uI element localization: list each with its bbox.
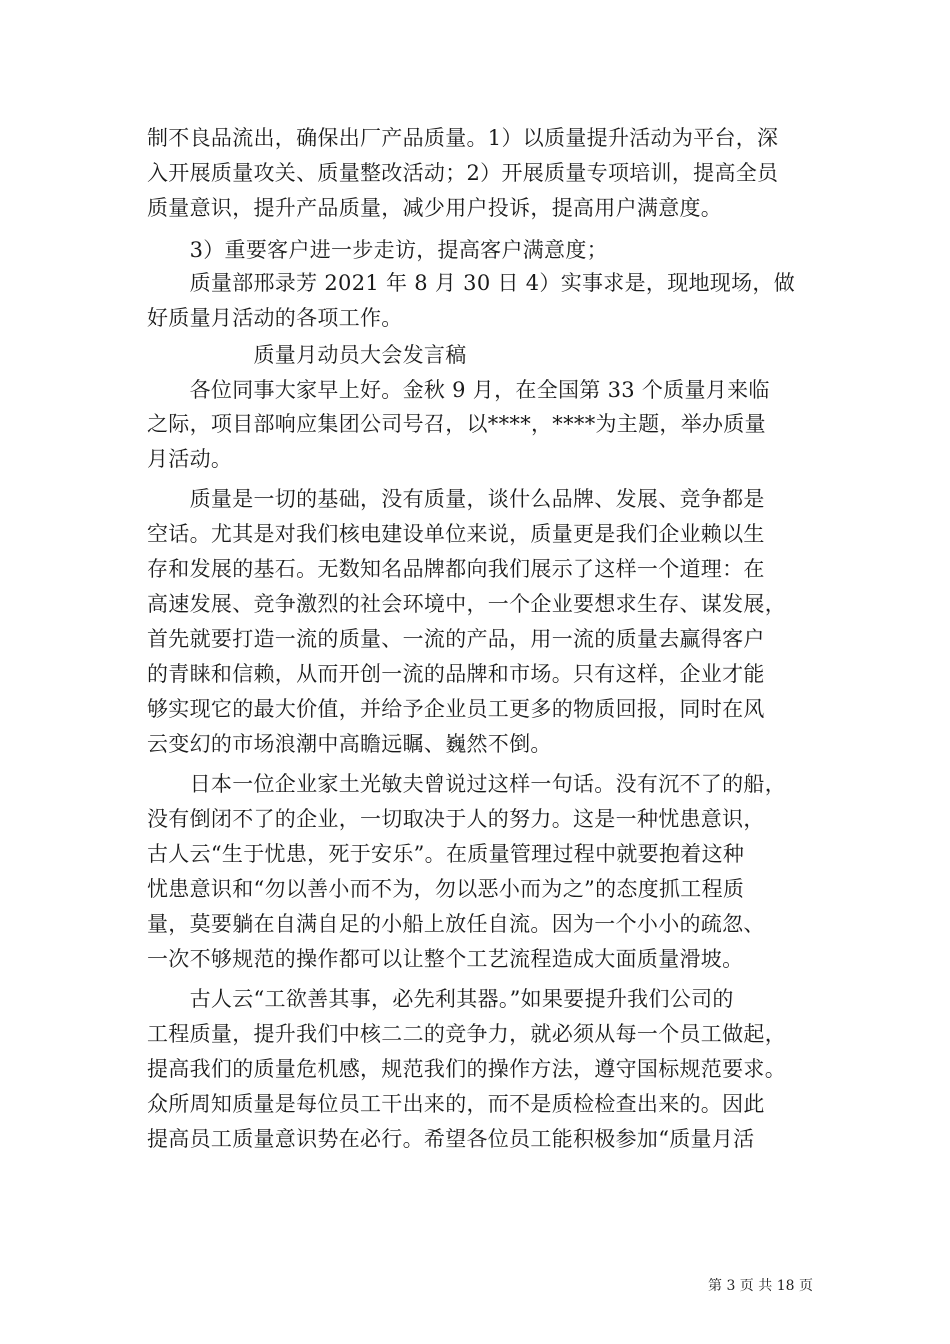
- text-line: 存和发展的基石。无数知名品牌都向我们展示了这样一个道理：在: [147, 557, 765, 581]
- text-line: 的青睐和信赖，从而开创一流的品牌和市场。只有这样，企业才能: [147, 662, 765, 686]
- text-line: 够实现它的最大价值，并给予企业员工更多的物质回报，同时在风: [147, 697, 765, 721]
- text-line: 日本一位企业家土光敏夫曾说过这样一句话。没有沉不了的船，: [147, 772, 786, 796]
- text-line: 质量月动员大会发言稿: [147, 343, 467, 367]
- text-line: 月活动。: [147, 447, 233, 471]
- text-line: 众所周知质量是每位员工干出来的，而不是质检检查出来的。因此: [147, 1092, 765, 1116]
- text-line: 入开展质量攻关、质量整改活动；2）开展质量专项培训，提高全员: [147, 161, 779, 185]
- page-footer: 第 3 页 共 18 页: [708, 1278, 813, 1294]
- text-line: 制不良品流出，确保出厂产品质量。1）以质量提升活动为平台，深: [147, 126, 779, 150]
- text-line: 高速发展、竞争激烈的社会环境中，一个企业要想求生存、谋发展，: [147, 592, 786, 616]
- text-line: 3）重要客户进一步走访，提高客户满意度；: [147, 238, 608, 262]
- text-line: 各位同事大家早上好。金秋 9 月，在全国第 33 个质量月来临: [147, 378, 770, 402]
- text-line: 首先就要打造一流的质量、一流的产品，用一流的质量去赢得客户: [147, 627, 765, 651]
- text-line: 提高我们的质量危机感，规范我们的操作方法，遵守国标规范要求。: [147, 1057, 786, 1081]
- text-line: 工程质量，提升我们中核二二的竞争力，就必须从每一个员工做起，: [147, 1022, 786, 1046]
- text-line: 质量部邢录芳 2021 年 8 月 30 日 4）实事求是，现地现场，做: [147, 271, 796, 295]
- text-line: 云变幻的市场浪潮中高瞻远瞩、巍然不倒。: [147, 732, 552, 756]
- text-line: 忧患意识和“勿以善小而不为，勿以恶小而为之”的态度抓工程质: [147, 877, 745, 901]
- text-line: 质量是一切的基础，没有质量，谈什么品牌、发展、竞争都是: [147, 487, 765, 511]
- text-line: 没有倒闭不了的企业，一切取决于人的努力。这是一种忧患意识，: [147, 807, 765, 831]
- text-line: 好质量月活动的各项工作。: [147, 306, 403, 330]
- text-line: 之际，项目部响应集团公司号召，以****，****为主题，举办质量: [147, 412, 766, 436]
- text-line: 提高员工质量意识势在必行。希望各位员工能积极参加“质量月活: [147, 1127, 755, 1151]
- text-line: 古人云“生于忧患，死于安乐”。在质量管理过程中就要抱着这种: [147, 842, 745, 866]
- text-line: 质量意识，提升产品质量，减少用户投诉，提高用户满意度。: [147, 196, 723, 220]
- text-line: 空话。尤其是对我们核电建设单位来说，质量更是我们企业赖以生: [147, 522, 765, 546]
- text-line: 古人云“工欲善其事，必先利其器。”如果要提升我们公司的: [147, 987, 734, 1011]
- text-line: 量，莫要躺在自满自足的小船上放任自流。因为一个小小的疏忽、: [147, 912, 765, 936]
- text-line: 一次不够规范的操作都可以让整个工艺流程造成大面质量滑坡。: [147, 947, 744, 971]
